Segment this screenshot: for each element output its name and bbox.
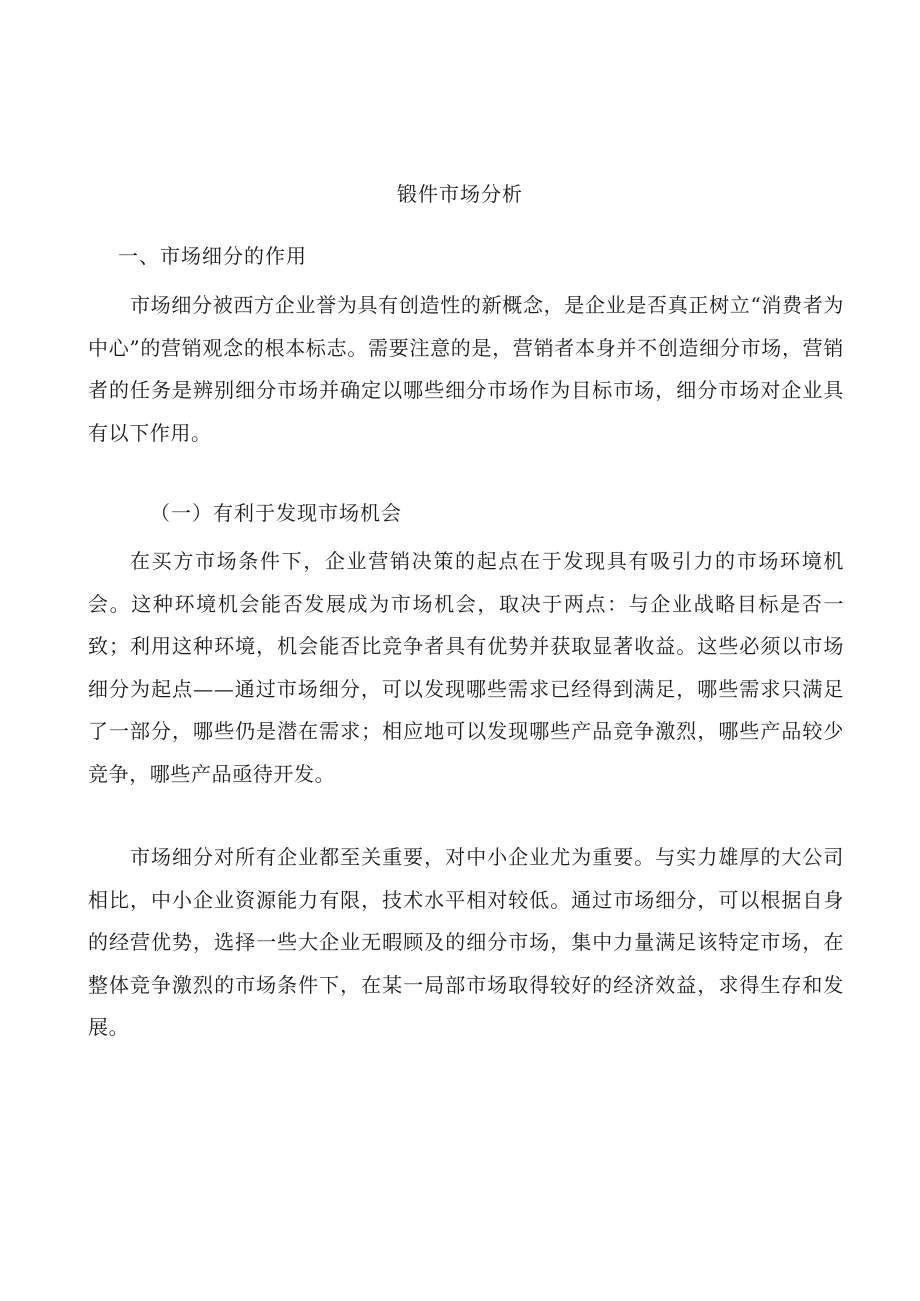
intro-paragraph: 市场细分被西方企业誉为具有创造性的新概念，是企业是否真正树立“消费者为中心”的营销观念的根本标志。需要注意的是，营销者本身并不创造细分市场，营销者的任务是辨别细分市场并确定以哪些细分市场作为目标市场，细分市场对企业具有以下作用。 [88,293,844,445]
section-heading: 一、市场细分的作用 [118,244,307,268]
subsection-heading: （一）有利于发现市场机会 [150,501,402,525]
document-title: 锻件市场分析 [397,182,523,206]
body-paragraph-2: 市场细分对所有企业都至关重要，对中小企业尤为重要。与实力雄厚的大公司相比，中小企业资源能力有限，技术水平相对较低。通过市场细分，可以根据自身的经营优势，选择一些大企业无暇顾及的细分市场，集中力量满足该特定市场，在整体竞争激烈的市场条件下，在某一局部市场取得较好的经济效益，求得生存和发展。 [88,845,844,1039]
body-paragraph-1: 在买方市场条件下，企业营销决策的起点在于发现具有吸引力的市场环境机会。这种环境机会能否发展成为市场机会，取决于两点：与企业战略目标是否一致；利用这种环境，机会能否比竞争者具有优势并获取显著收益。这些必须以市场细分为起点——通过市场细分，可以发现哪些需求已经得到满足，哪些需求只满足了一部分，哪些仍是潜在需求；相应地可以发现哪些产品竞争激烈，哪些产品较少竞争，哪些产品亟待开发。 [88,549,844,786]
